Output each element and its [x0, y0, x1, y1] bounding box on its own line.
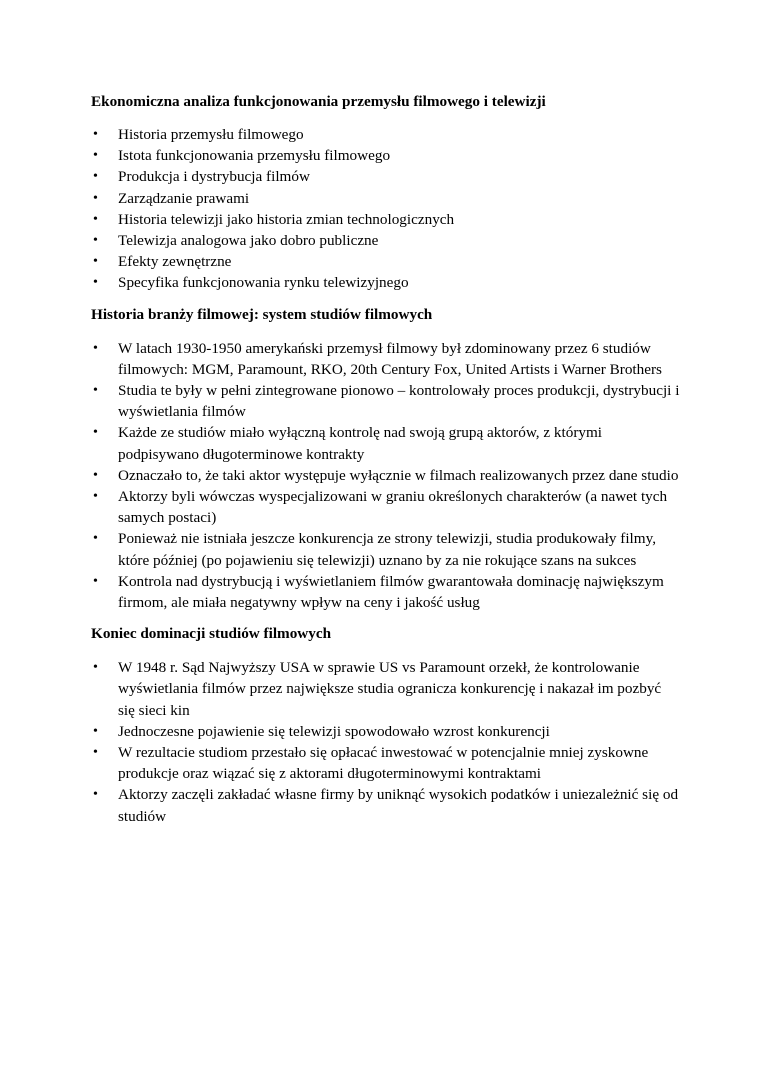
bullet-icon: •	[93, 787, 98, 803]
bullet-icon: •	[93, 383, 98, 399]
list-item	[91, 251, 681, 272]
list-item-text: W 1948 r. Sąd Najwyższy USA w sprawie US vs Paramount orzekł, że kontrolowanie wyświetlania filmów przez największe studia ogranicza konkurencję i nakazał im pozbyć się sieci kin	[118, 659, 662, 719]
bullet-icon: •	[93, 233, 98, 249]
document-body	[91, 91, 681, 827]
bullet-icon: •	[93, 254, 98, 270]
bullet-list	[91, 657, 681, 827]
list-item-text: Historia przemysłu filmowego	[118, 126, 304, 143]
list-item	[91, 166, 681, 187]
list-item	[91, 338, 681, 380]
bullet-icon: •	[93, 169, 98, 185]
bullet-icon: •	[93, 211, 98, 227]
bullet-icon: •	[93, 340, 98, 356]
list-item-text: Istota funkcjonowania przemysłu filmowego	[118, 147, 391, 165]
list-item	[91, 380, 681, 422]
list-item-text: W latach 1930-1950 amerykański przemysł filmowy był zdominowany przez 6 studiów filmowych: MGM, Paramount, RKO, 20th Century Fox, United Artists i Warner Brothers	[118, 339, 662, 378]
list-item	[91, 209, 681, 230]
list-item	[91, 188, 681, 209]
list-item	[91, 657, 681, 721]
list-item	[91, 422, 681, 464]
list-item	[91, 784, 681, 826]
section-title: Ekonomiczna analiza funkcjonowania przemysłu filmowego i telewizji	[91, 93, 546, 110]
list-item-text: Efekty zewnętrzne	[118, 253, 232, 271]
list-item-text: Historia telewizji jako historia zmian technologicznych	[118, 210, 455, 228]
list-item-text: Każde ze studiów miało wyłączną kontrolę nad swoją grupą aktorów, z którymi podpisywano długoterminowe kontrakty	[118, 424, 603, 463]
bullet-icon: •	[93, 660, 98, 676]
list-item-text: Oznaczało to, że taki aktor występuje wyłącznie w filmach realizowanych przez dane studio	[118, 466, 679, 484]
list-item-text: Produkcja i dystrybucja filmów	[118, 168, 310, 186]
list-item	[91, 272, 681, 293]
section-title: Historia branży filmowej: system studiów filmowych	[91, 305, 433, 323]
section-title: Koniec dominacji studiów filmowych	[91, 625, 332, 643]
bullet-icon: •	[93, 425, 98, 441]
bullet-icon: •	[93, 467, 98, 483]
list-item-text: Ponieważ nie istniała jeszcze konkurencja ze strony telewizji, studia produkowały filmy, które później (po pojawieniu się telewizji) uznano by za nie rokujące szans na sukces	[118, 530, 656, 569]
bullet-icon: •	[93, 127, 98, 142]
list-item	[91, 571, 681, 613]
list-item	[91, 721, 681, 742]
list-item-text: W rezultacie studiom przestało się opłacać inwestować w potencjalnie mniej zyskowne produkcje oraz wiązać się z aktorami długoterminowymi kontraktami	[118, 744, 649, 783]
bullet-list	[91, 338, 681, 614]
list-item-text: Studia te były w pełni zintegrowane pionowo – kontrolowały proces produkcji, dystrybucji i wyświetlania filmów	[118, 382, 680, 421]
list-item	[91, 465, 681, 486]
bullet-list	[91, 124, 681, 294]
list-item-text: Specyfika funkcjonowania rynku telewizyjnego	[118, 274, 409, 292]
list-item	[91, 486, 681, 528]
list-item-text: Jednoczesne pojawienie się telewizji spowodowało wzrost konkurencji	[118, 722, 550, 740]
list-item	[91, 124, 681, 145]
list-item-text: Aktorzy byli wówczas wyspecjalizowani w graniu określonych charakterów (a nawet tych samych postaci)	[118, 488, 668, 527]
bullet-icon: •	[93, 531, 98, 547]
list-item-text: Kontrola nad dystrybucją i wyświetlaniem filmów gwarantowała dominację największym firmom, ale miała negatywny wpływ na ceny i jakość usług	[118, 572, 664, 612]
list-item-text: Zarządzanie prawami	[118, 189, 250, 207]
bullet-icon: •	[93, 190, 98, 206]
bullet-icon: •	[93, 745, 98, 761]
bullet-icon: •	[93, 573, 98, 589]
list-item-text: Aktorzy zaczęli zakładać własne firmy by uniknąć wysokich podatków i uniezależnić się od studiów	[118, 786, 679, 825]
bullet-icon: •	[93, 148, 98, 164]
list-item	[91, 230, 681, 251]
list-item	[91, 145, 681, 166]
bullet-icon: •	[93, 275, 98, 291]
list-item	[91, 528, 681, 570]
list-item-text: Telewizja analogowa jako dobro publiczne	[118, 232, 379, 250]
bullet-icon: •	[93, 489, 98, 505]
bullet-icon: •	[93, 723, 98, 739]
list-item	[91, 742, 681, 784]
